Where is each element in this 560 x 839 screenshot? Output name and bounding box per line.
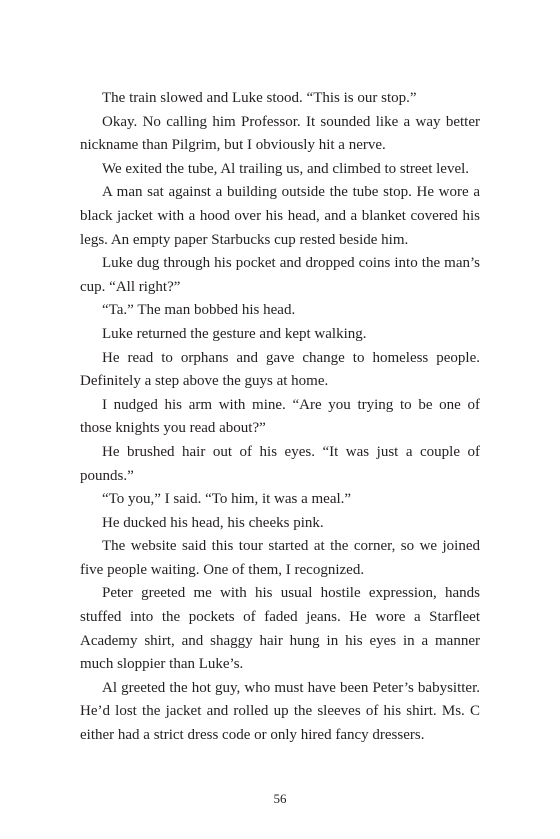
paragraph: The train slowed and Luke stood. “This is our stop.”: [102, 90, 417, 106]
paragraph: Okay. No calling him Professor. It sounded like a way better nickname than Pilgrim, but I obviously hit a nerve.: [80, 113, 480, 154]
paragraph: Peter greeted me with his usual hostile expression, hands stuffed into the pockets of faded jeans. He wore a Starfleet Academy shirt, and shaggy hair hung in his eyes in a manner much sloppier than Luke’s.: [80, 585, 480, 673]
page-number: 56: [273, 791, 287, 806]
paragraph: We exited the tube, Al trailing us, and climbed to street level.: [102, 160, 470, 177]
body-text: [80, 87, 480, 748]
paragraph: Luke dug through his pocket and dropped coins into the man’s cup. “All right?”: [80, 255, 480, 295]
paragraph: He ducked his head, his cheeks pink.: [102, 514, 324, 531]
paragraph: The website said this tour started at the corner, so we joined five people waiting. One of them, I recognized.: [80, 538, 480, 578]
paragraph: “Ta.” The man bobbed his head.: [102, 302, 296, 319]
paragraph: He read to orphans and gave change to homeless people. Definitely a step above the guys at home.: [80, 349, 480, 390]
paragraph: “To you,” I said. “To him, it was a meal.”: [102, 491, 352, 508]
paragraph: He brushed hair out of his eyes. “It was just a couple of pounds.”: [80, 443, 480, 484]
paragraph: Luke returned the gesture and kept walking.: [102, 325, 367, 342]
paragraph: A man sat against a building outside the tube stop. He wore a black jacket with a hood over his head, and a blanket covered his legs. An empty paper Starbucks cup rested beside him.: [80, 184, 480, 248]
paragraph: Al greeted the hot guy, who must have been Peter’s babysitter. He’d lost the jacket and rolled up the sleeves of his shirt. Ms. C either had a strict dress code or only hired fancy dressers.: [80, 679, 480, 744]
paragraph: I nudged his arm with mine. “Are you trying to be one of those knights you read about?”: [80, 396, 480, 437]
